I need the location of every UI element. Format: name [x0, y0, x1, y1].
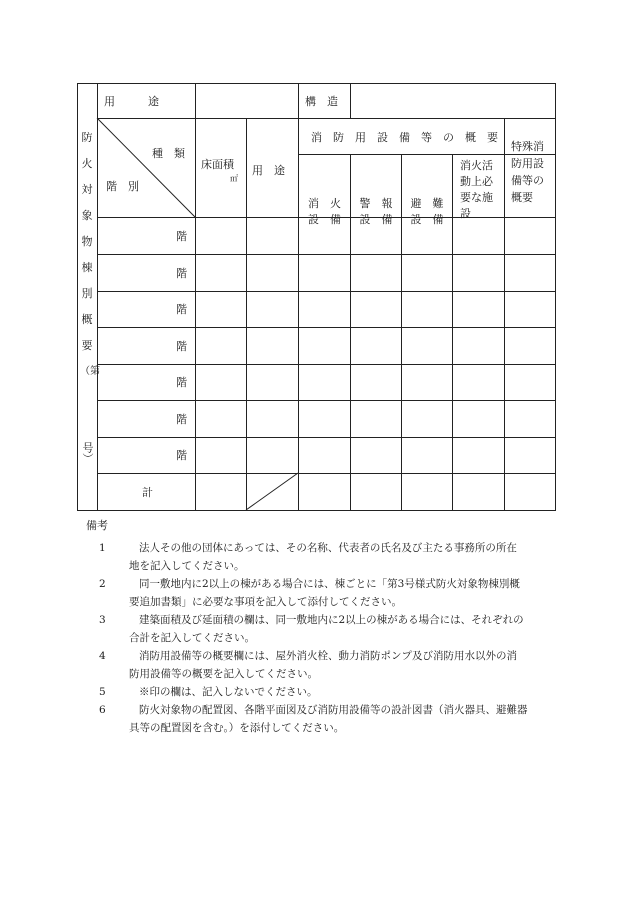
youto-header: 用 途 — [252, 164, 285, 177]
side-title-char: 対 — [81, 183, 93, 196]
note-item: 1 法人その他の団体にあっては、その名称、代表者の氏名及び主たる事務所の所在 地を記入してください。 — [99, 542, 517, 572]
side-title-char: 要 — [81, 339, 93, 352]
side-title-char: 別 — [81, 287, 93, 300]
notes-list — [77, 539, 557, 737]
side-title-char: 象 — [81, 209, 93, 222]
floor-row-label: 階 — [176, 230, 187, 243]
notes-title: 備考 — [86, 519, 108, 532]
total-label: 計 — [142, 486, 153, 499]
side-title-char: 棟 — [81, 261, 93, 274]
floor-row-label: 階 — [176, 340, 187, 353]
yukamenseki-unit: ㎡ — [230, 174, 238, 183]
side-title-char: 火 — [81, 157, 93, 170]
side-title-char: （第 — [80, 366, 100, 377]
setsubi-gaiyou-header: 消 防 用 設 備 等 の 概 要 — [311, 131, 498, 144]
floor-row-label: 階 — [176, 449, 187, 462]
kaibetsu-label: 階 別 — [106, 180, 139, 193]
floor-row-label: 階 — [176, 267, 187, 280]
shurui-label: 種 類 — [152, 147, 185, 160]
note-item: 3 建築面積及び延面積の欄は、同一敷地内に2以上の棟がある場合には、それぞれの 合計を記入してください。 — [99, 614, 524, 644]
note-item: 4 消防用設備等の概要欄には、屋外消火栓、動力消防ポンプ及び消防用水以外の消 防用設備等の概要を記入してください。 — [99, 650, 517, 680]
floor-row-label: 階 — [176, 303, 187, 316]
keihou-setsubi-header: 警 報 設 備 — [359, 197, 393, 226]
floor-row-label: 階 — [176, 376, 187, 389]
kouzou-label: 構 造 — [305, 95, 338, 108]
note-item: 6 防火対象物の配置図、各階平面図及び消防用設備等の設計図書（消火器具、避難器 具等の配置図を含む。）を添付してください。 — [99, 704, 528, 734]
shoka-setsubi-header: 消 火 設 備 — [308, 197, 341, 226]
side-title — [80, 125, 100, 385]
note-item: 5 ※印の欄は、記入しないでください。 — [99, 686, 318, 698]
youto-label: 用 途 — [104, 95, 159, 108]
side-title-char: 概 — [81, 313, 93, 326]
hinan-setsubi-header: 避 難 設 備 — [410, 197, 444, 226]
floor-row-label: 階 — [176, 413, 187, 426]
shoka-katsudou-header: 消火活 動上必 要な施 設 — [460, 159, 493, 220]
note-item: 2 同一敷地内に2以上の棟がある場合には、棟ごとに「第3号様式防火対象物棟別概 要追加書類」に必要な事項を記入して添付してください。 — [99, 578, 520, 608]
side-title-char: 防 — [81, 131, 93, 144]
tokushu-header: 特殊消 防用設 備等の 概要 — [511, 140, 544, 204]
side-title-char: 物 — [81, 235, 93, 248]
side-title-tail: 号） — [81, 442, 94, 464]
yukamenseki-label: 床面積 — [201, 158, 234, 171]
